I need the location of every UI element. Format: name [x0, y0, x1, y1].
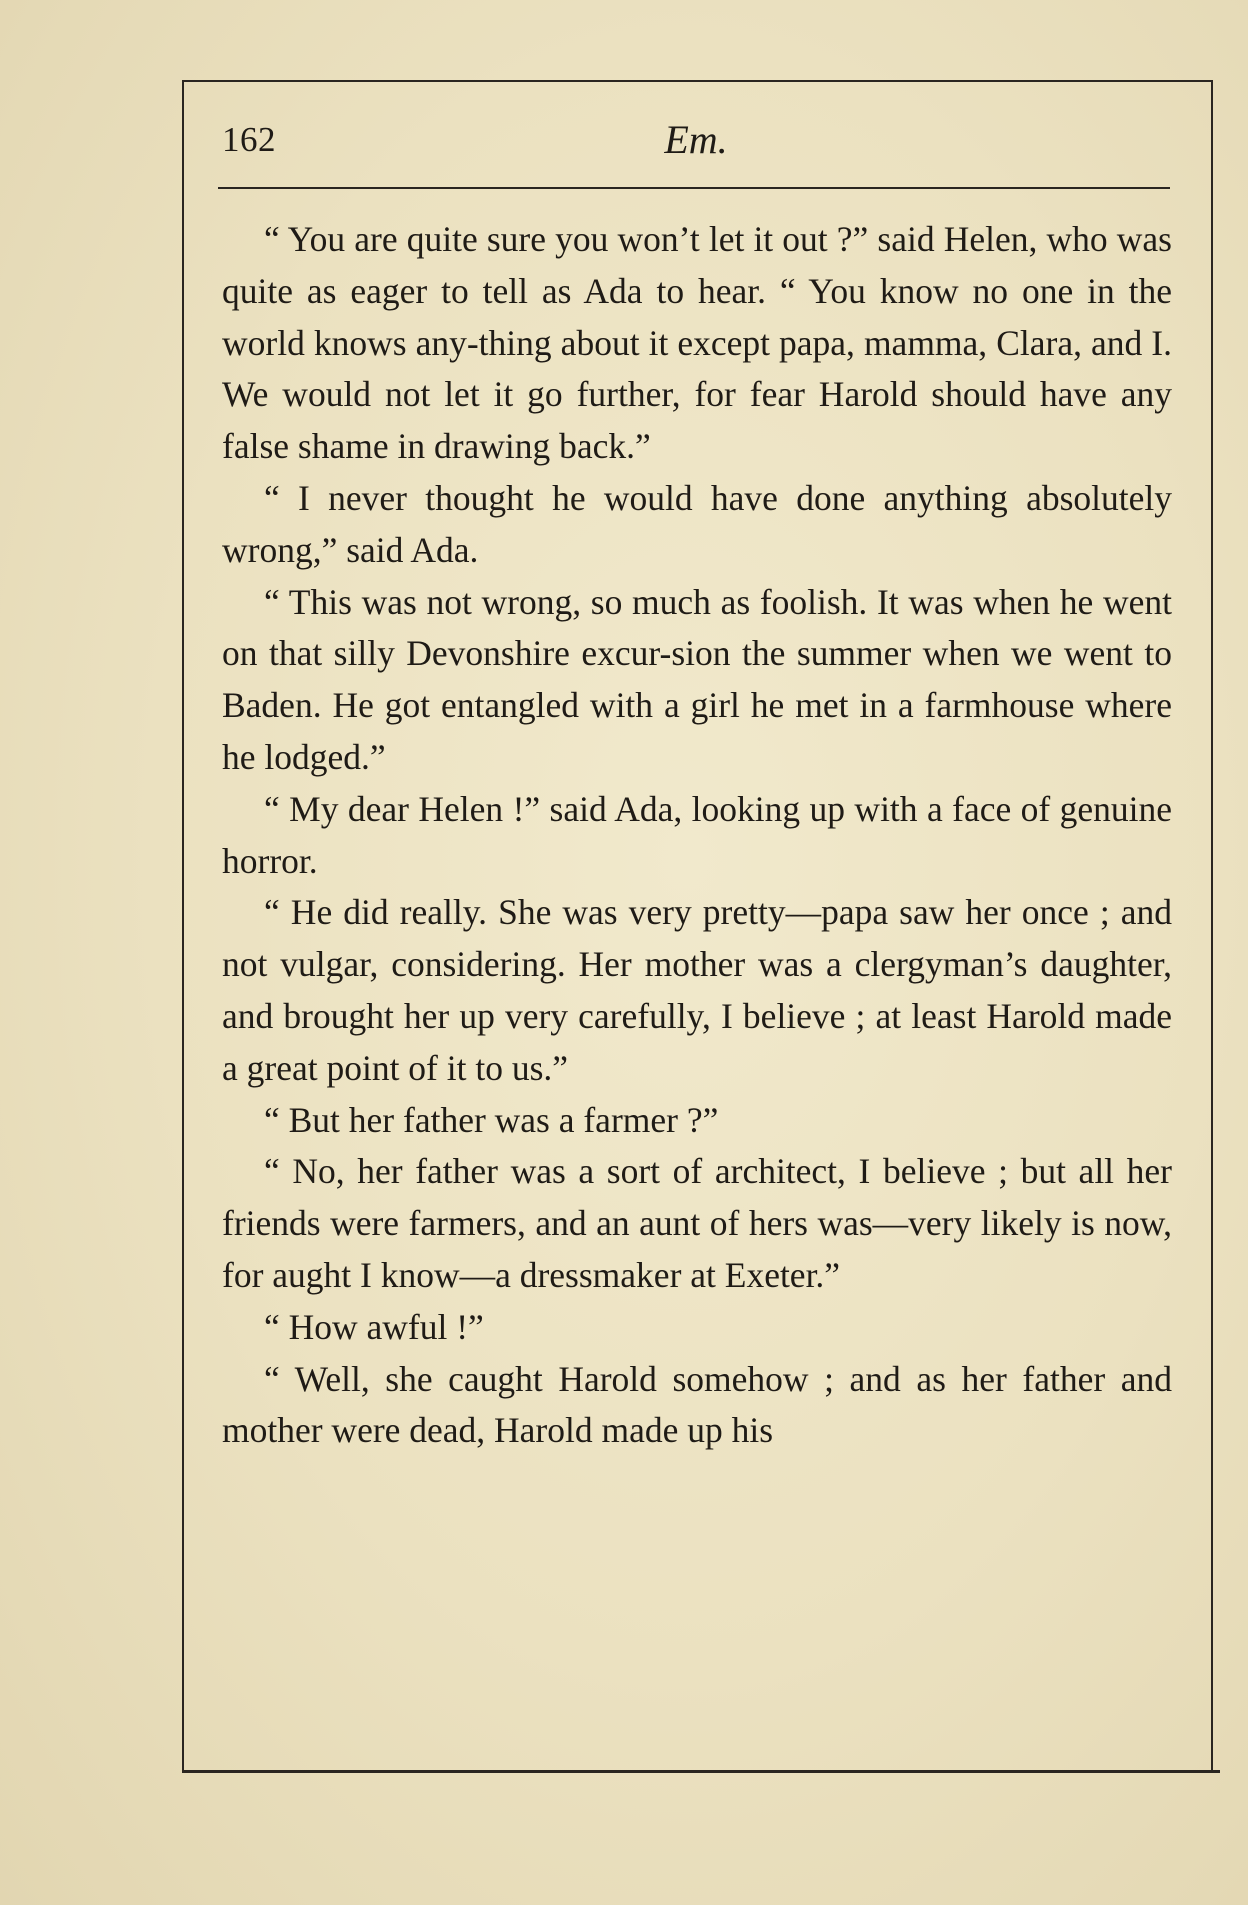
body-text [222, 214, 1172, 1457]
header-rule [218, 187, 1170, 189]
page-border-bottom-rule [182, 1770, 1220, 1773]
paragraph: “ I never thought he would have done anything absolutely wrong,” said Ada. [222, 477, 1172, 570]
paragraph: “ He did really. She was very pretty—papa saw her once ; and not vulgar, considering. Her mother was a clergyman’s daughter, and brought her up very carefully, I believe ; at least Harold made a great point of it to us.” [222, 892, 1172, 1088]
paragraph: “ No, her father was a sort of architect, I believe ; but all her friends were farmers, and an aunt of hers was—very likely is now, for aught I know—a dressmaker at Exeter.” [222, 1151, 1172, 1295]
paragraph: “ This was not wrong, so much as foolish. It was when he went on that silly Devonshire excur-sion the summer when we went to Baden. He got entangled with a girl he met in a farmhouse where he lodged.” [222, 581, 1172, 777]
paragraph: “ Well, she caught Harold somehow ; and as her father and mother were dead, Harold made up his [222, 1358, 1172, 1451]
paragraph: “ You are quite sure you won’t let it out ?” said Helen, who was quite as eager to tell as Ada to hear. “ You know no one in the world knows any-thing about it except papa, mamma, Clara, and I. We would not let it go further, for fear Harold should have any false shame in drawing back.” [222, 219, 1172, 467]
page-header [222, 112, 1170, 172]
paragraph: “ How awful !” [264, 1306, 484, 1347]
running-title: Em. [664, 117, 728, 162]
page-number: 162 [222, 120, 276, 159]
paragraph: “ My dear Helen !” said Ada, looking up with a face of genuine horror. [222, 788, 1172, 881]
paragraph: “ But her father was a farmer ?” [264, 1099, 719, 1140]
